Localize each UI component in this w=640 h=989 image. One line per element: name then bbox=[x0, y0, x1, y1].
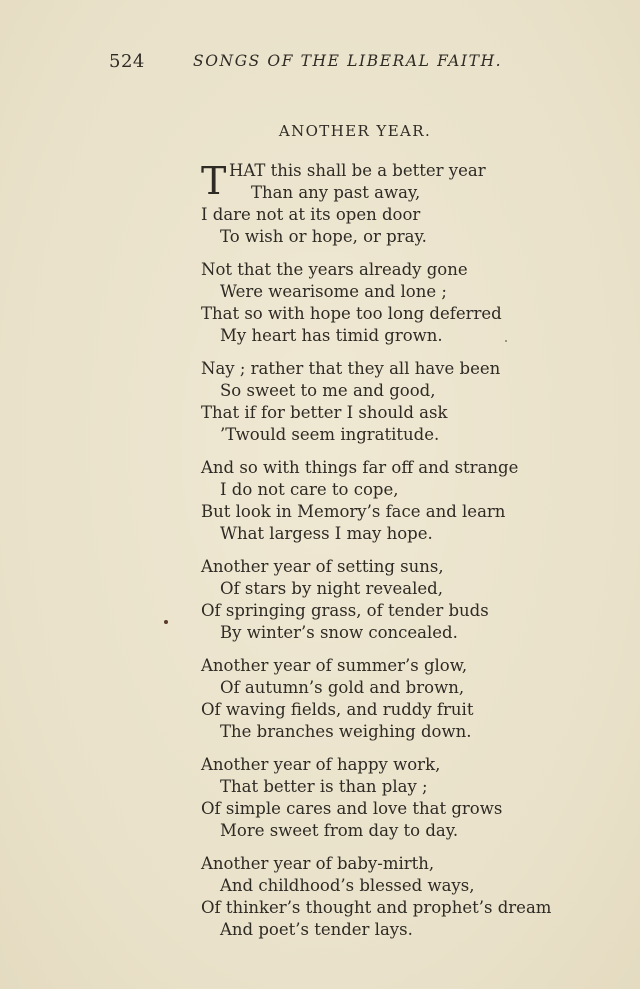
poem-line: Of autumn’s gold and brown, bbox=[220, 678, 465, 697]
poem-line: Another year of summer’s glow, bbox=[201, 656, 468, 675]
poem-line: By winter’s snow concealed. bbox=[220, 623, 458, 642]
stanza bbox=[201, 259, 621, 347]
poem-line: And poet’s tender lays. bbox=[220, 920, 413, 939]
poem-line: Another year of setting suns, bbox=[201, 557, 444, 576]
poem-line: Of waving fields, and ruddy fruit bbox=[201, 700, 474, 719]
ink-speck bbox=[505, 340, 507, 342]
stanza bbox=[201, 556, 621, 644]
poem-line: Another year of baby-mirth, bbox=[201, 854, 435, 873]
poem-title: ANOTHER YEAR. bbox=[278, 122, 432, 140]
stanza bbox=[201, 160, 621, 248]
poem-line: But look in Memory’s face and learn bbox=[201, 502, 506, 521]
page-number: 524 bbox=[109, 51, 145, 72]
poem-line: And childhood’s blessed ways, bbox=[220, 876, 475, 895]
poem-body bbox=[201, 160, 621, 952]
poem-line: That better is than play ; bbox=[220, 777, 428, 796]
page-header bbox=[0, 48, 640, 76]
poem-line: Of simple cares and love that grows bbox=[201, 799, 503, 818]
poem-line: I do not care to cope, bbox=[220, 480, 399, 499]
ink-speck bbox=[164, 620, 168, 624]
poem-line: Not that the years already gone bbox=[201, 260, 468, 279]
poem-line: I dare not at its open door bbox=[201, 205, 421, 224]
poem-line: Were wearisome and lone ; bbox=[220, 282, 447, 301]
poem-line: To wish or hope, or pray. bbox=[220, 227, 427, 246]
stanza bbox=[201, 853, 621, 941]
poem-line: That if for better I should ask bbox=[201, 403, 448, 422]
poem-line: More sweet from day to day. bbox=[220, 821, 459, 840]
first-line-text: HAT this shall be a better year bbox=[229, 161, 486, 180]
stanza bbox=[201, 457, 621, 545]
poem-line: Of thinker’s thought and prophet’s dream bbox=[201, 898, 552, 917]
poem-line: Another year of happy work, bbox=[201, 755, 441, 774]
poem-line: So sweet to me and good, bbox=[220, 381, 436, 400]
stanza bbox=[201, 655, 621, 743]
running-head: SONGS OF THE LIBERAL FAITH. bbox=[193, 52, 503, 70]
poem-line: And so with things far off and strange bbox=[201, 458, 519, 477]
stanza bbox=[201, 754, 621, 842]
poem-line: Than any past away, bbox=[251, 183, 421, 202]
poem-line: My heart has timid grown. bbox=[220, 326, 443, 345]
poem-line: Of springing grass, of tender buds bbox=[201, 601, 489, 620]
drop-cap: T bbox=[201, 159, 227, 203]
poem-line: ’Twould seem ingratitude. bbox=[220, 425, 440, 444]
poem-line: Of stars by night revealed, bbox=[220, 579, 443, 598]
stanza bbox=[201, 358, 621, 446]
poem-line: What largess I may hope. bbox=[220, 524, 433, 543]
poem-line: Nay ; rather that they all have been bbox=[201, 359, 501, 378]
poem-line: That so with hope too long deferred bbox=[201, 304, 502, 323]
poem-line: The branches weighing down. bbox=[220, 722, 472, 741]
